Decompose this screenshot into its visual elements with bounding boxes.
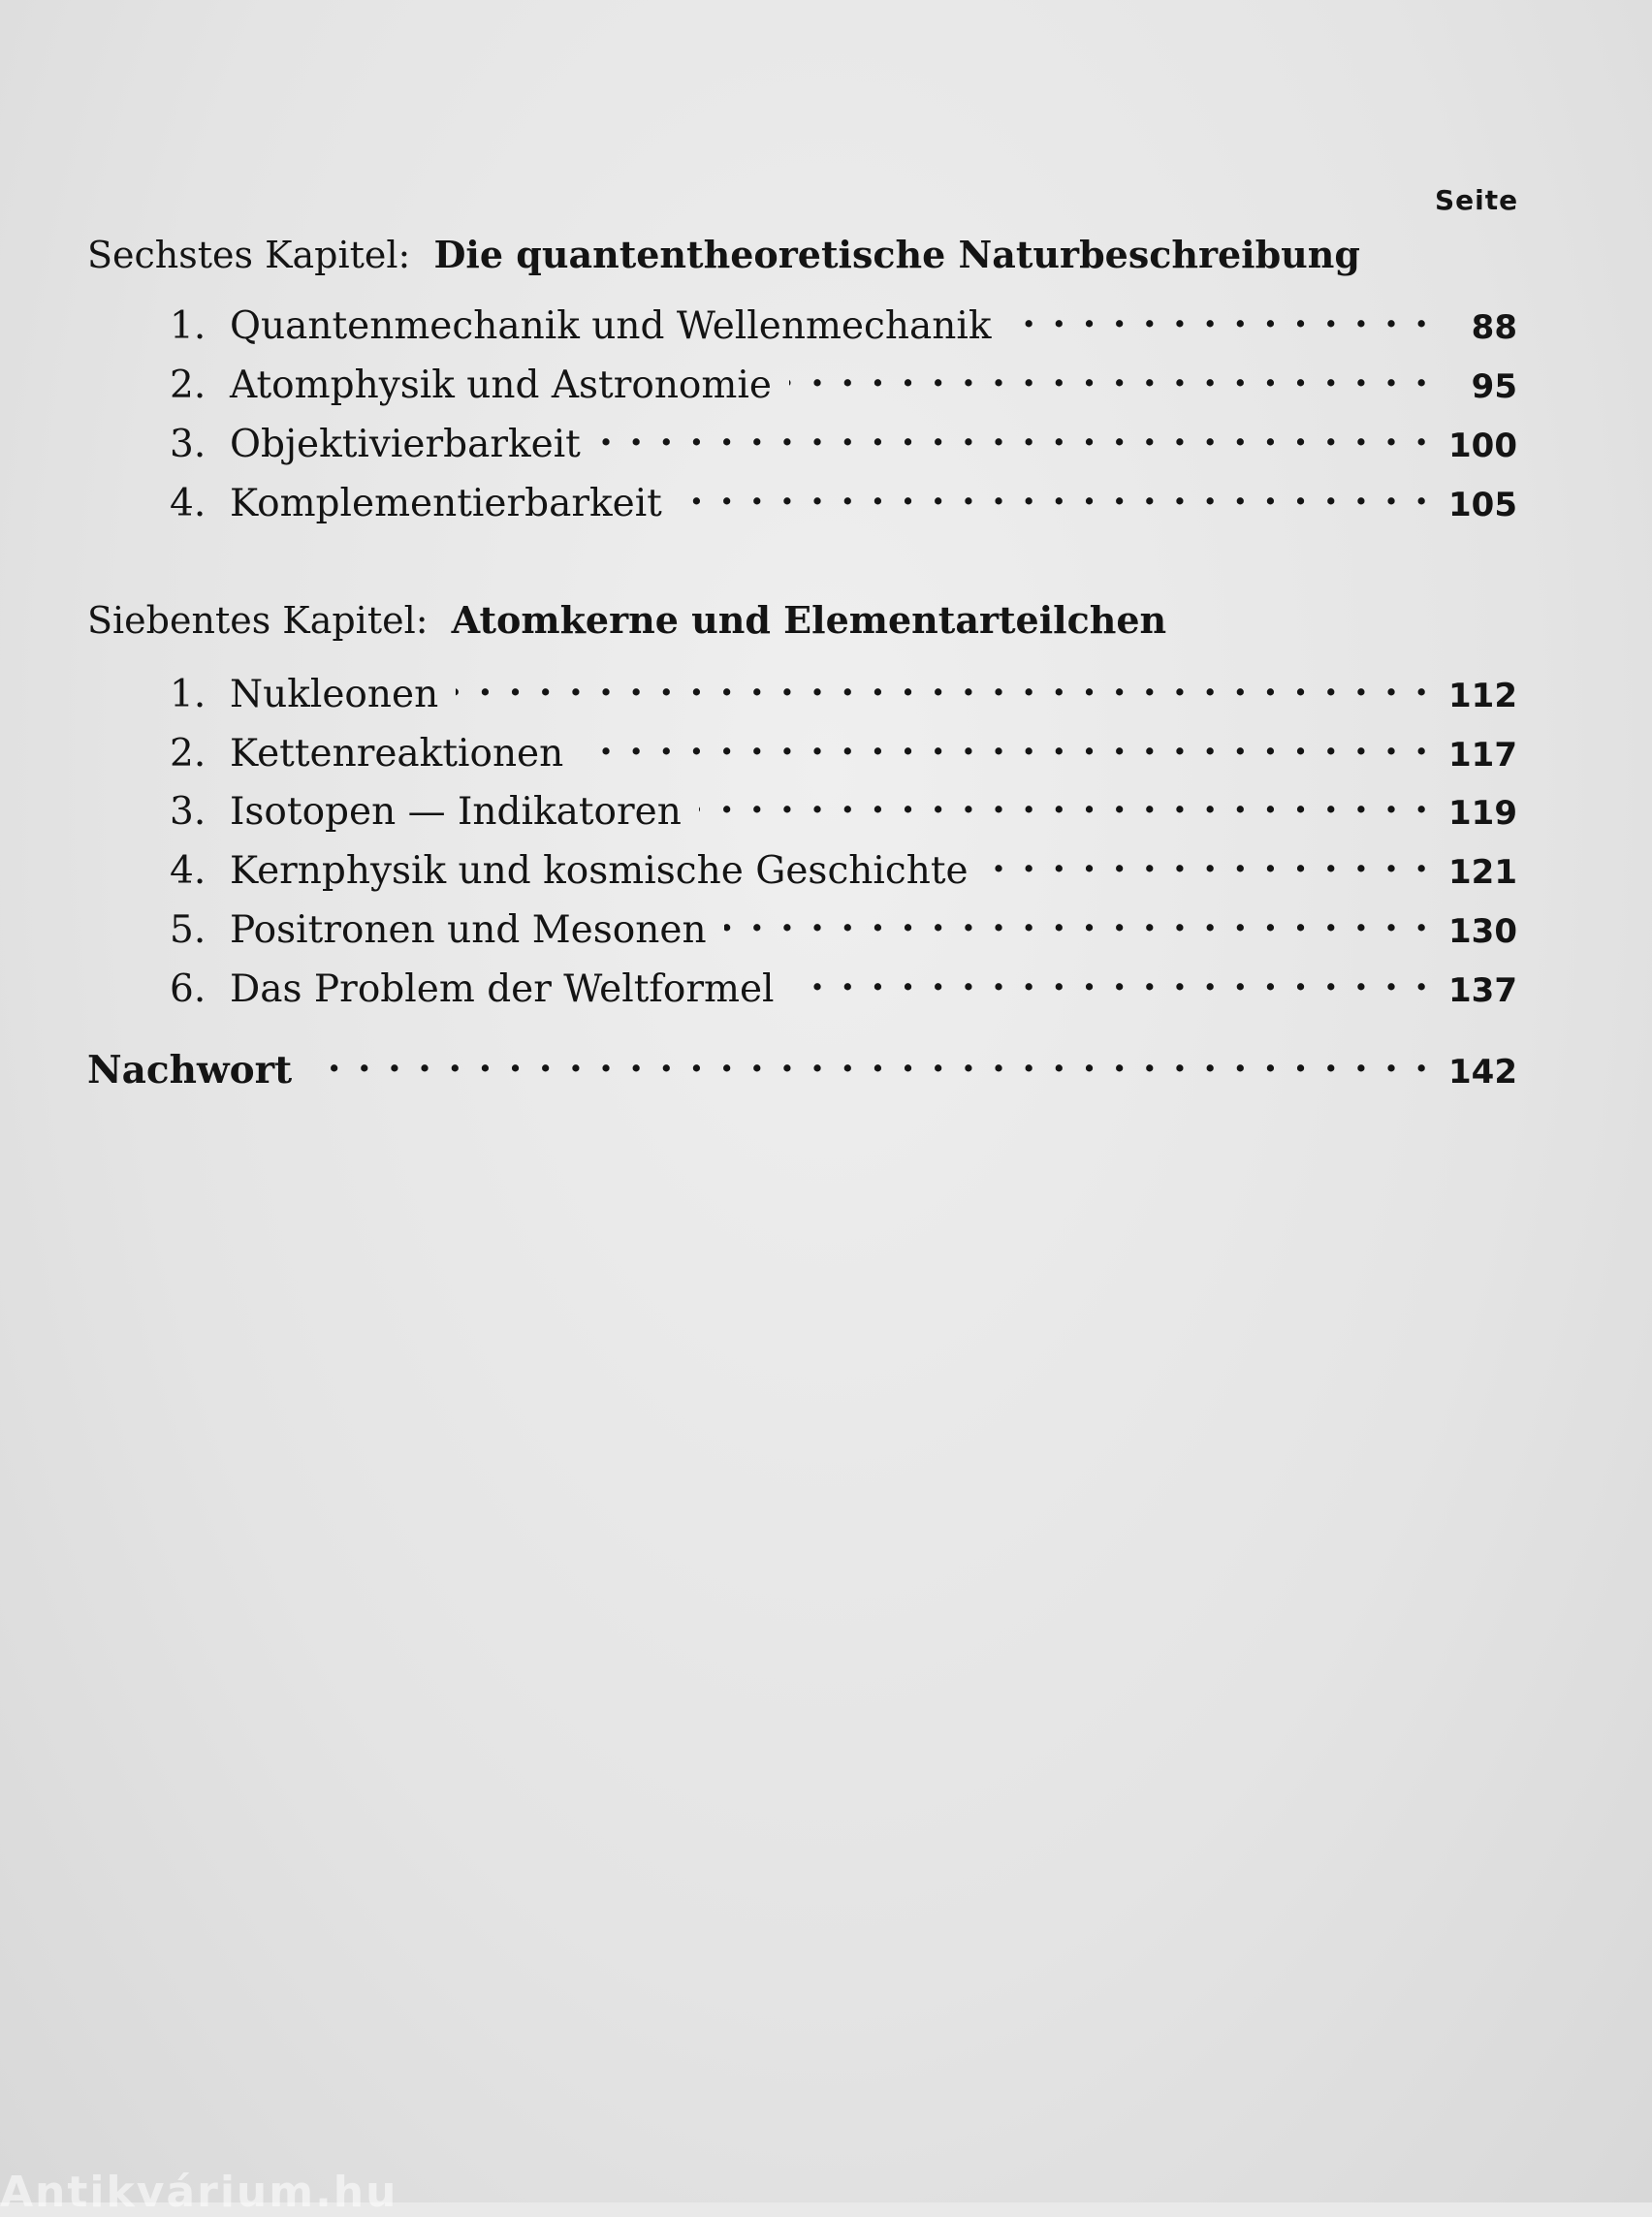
entry-title: Atomphysik und Astronomie [230,364,772,407]
entry-number: 4. [170,482,206,525]
entry-page-number: 100 [1448,427,1517,465]
entry-title: Das Problem der Weltformel [230,967,775,1011]
dot-leader [680,473,1430,516]
entry-number: 2. [170,732,206,776]
dot-leader [598,414,1430,457]
toc-entry [170,296,1517,348]
entry-title: Isotopen — Indikatoren [230,790,682,834]
entry-page-number: 137 [1448,971,1517,1010]
toc-entry [170,355,1517,407]
chapter-label: Sechstes Kapitel: [87,234,411,276]
entry-title: Quantenmechanik und Wellenmechanik [230,304,992,348]
watermark: Antikvárium.hu [0,2168,398,2217]
entry-number: 5. [170,908,206,952]
toc-entry [170,414,1517,466]
entry-number: 1. [170,673,206,716]
toc-entry [170,959,1517,1011]
toc-entry [170,781,1517,834]
toc-entry [170,473,1517,525]
toc-entry [170,664,1517,716]
toc-entry [170,723,1517,776]
entry-title: Kernphysik und kosmische Geschichte [230,849,969,893]
dot-leader [456,664,1430,707]
dot-leader [789,355,1430,397]
chapter-title: Atomkerne und Elementarteilchen [451,598,1167,642]
entry-title: Kettenreaktionen [230,732,564,776]
chapter-label: Siebentes Kapitel: [87,599,429,642]
entry-page-number: 130 [1448,912,1517,951]
nachwort-title: Nachwort [87,1048,293,1093]
entry-number: 2. [170,364,206,407]
dot-leader [986,840,1430,883]
chapter-heading [87,233,1360,276]
page-column-header: Seite [1435,184,1519,216]
dot-leader [724,900,1430,942]
entry-number: 1. [170,304,206,348]
entry-page-number: 121 [1448,853,1517,892]
dot-leader [321,1040,1430,1083]
entry-title: Positronen und Mesonen [230,908,707,952]
entry-title: Komplementierbarkeit [230,482,662,525]
entry-page-number: 112 [1448,677,1517,715]
toc-entry [170,840,1517,893]
entry-title: Objektivierbarkeit [230,423,581,466]
entry-page-number: 95 [1471,367,1517,406]
nachwort-entry [87,1040,1517,1093]
chapter-title: Die quantentheoretische Naturbeschreibung [433,233,1361,276]
entry-title: Nukleonen [230,673,439,716]
entry-page-number: 88 [1471,308,1517,347]
entry-number: 3. [170,423,206,466]
dot-leader [699,781,1430,824]
dot-leader [581,723,1430,766]
dot-leader [792,959,1430,1001]
entry-page-number: 119 [1448,794,1517,833]
toc-entry [170,900,1517,952]
entry-page-number: 105 [1448,486,1517,524]
entry-number: 4. [170,849,206,893]
entry-number: 3. [170,790,206,834]
dot-leader [1008,296,1430,338]
chapter-heading [87,598,1166,642]
entry-number: 6. [170,967,206,1011]
entry-page-number: 117 [1448,736,1517,775]
nachwort-page-number: 142 [1448,1053,1517,1092]
